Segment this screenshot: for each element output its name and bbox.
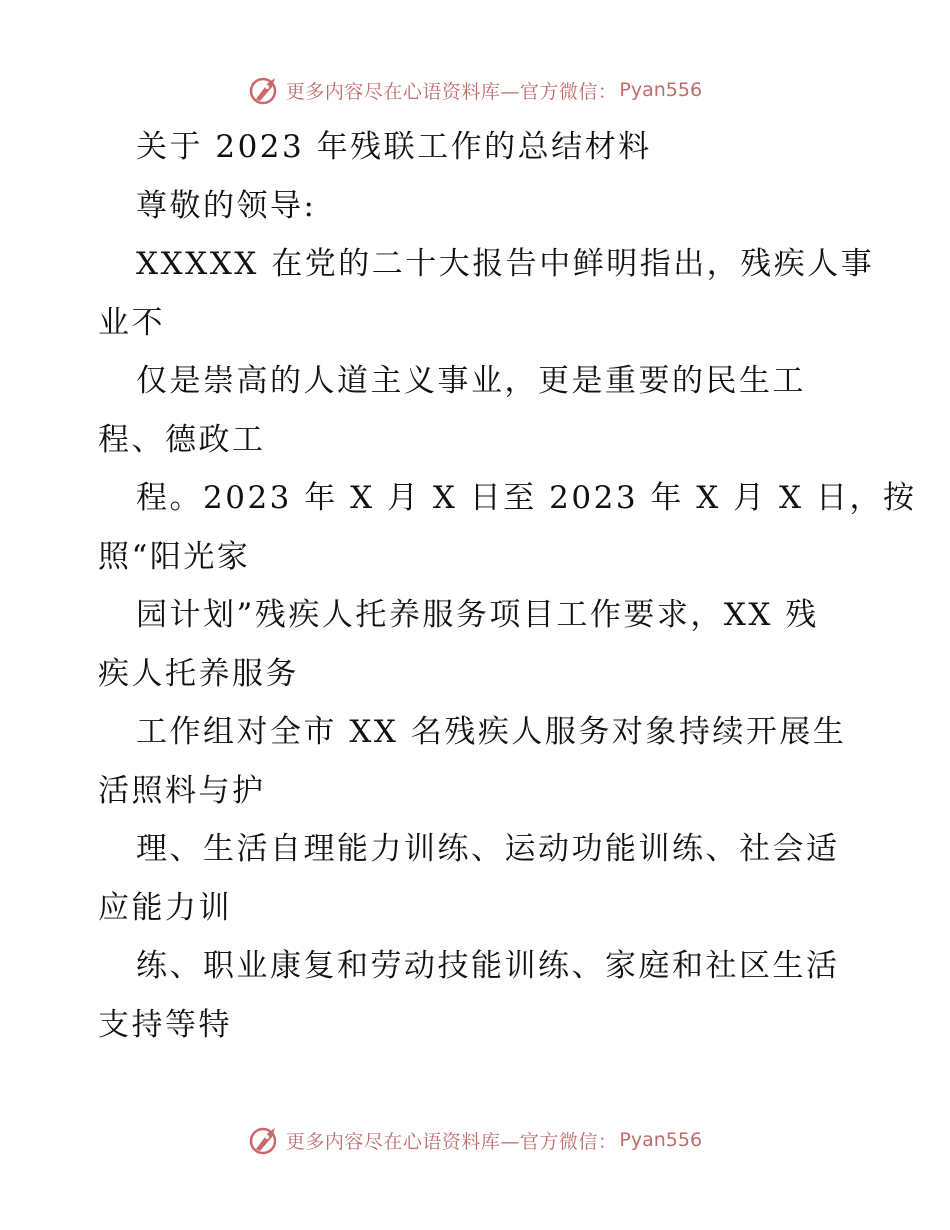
- banner-text: 更多内容尽在心语资料库—官方微信：: [285, 80, 618, 103]
- paragraph-line: 活照料与护: [98, 772, 266, 809]
- paragraph-line: 业不: [98, 304, 165, 341]
- salutation: 尊敬的领导:: [136, 187, 317, 224]
- paragraph-line: 照“阳光家: [98, 538, 251, 575]
- banner-wechat-id: Pyan556: [619, 1129, 703, 1151]
- banner-text: 更多内容尽在心语资料库—官方微信：: [285, 1130, 618, 1153]
- paragraph-line: 工作组对全市 XX 名残疾人服务对象持续开展生: [136, 714, 847, 750]
- pen-nib-logo-icon: [248, 73, 282, 107]
- paragraph-line: XXXXX 在党的二十大报告中鲜明指出，残疾人事: [136, 246, 875, 282]
- paragraph-line: 支持等特: [98, 1006, 232, 1043]
- paragraph-line: 程、德政工: [98, 421, 266, 458]
- document-body: [98, 118, 917, 1054]
- footer-watermark-banner: [0, 1120, 950, 1160]
- paragraph-line: 应能力训: [98, 889, 232, 926]
- pen-nib-logo-icon: [248, 1123, 282, 1157]
- paragraph-line: 程。2023 年 X 月 X 日至 2023 年 X 月 X 日，按: [136, 480, 917, 516]
- paragraph-line: 园计划”残疾人托养服务项目工作要求，XX 残: [136, 597, 819, 633]
- paragraph-line: 练、职业康复和劳动技能训练、家庭和社区生活: [136, 948, 840, 984]
- paragraph-line: 仅是崇高的人道主义事业，更是重要的民生工: [136, 363, 806, 399]
- header-watermark-banner: [0, 70, 950, 110]
- document-title: 关于 2023 年残联工作的总结材料: [136, 129, 652, 165]
- paragraph-line: 理、生活自理能力训练、运动功能训练、社会适: [136, 831, 840, 867]
- banner-wechat-id: Pyan556: [619, 79, 703, 101]
- paragraph-line: 疾人托养服务: [98, 655, 299, 692]
